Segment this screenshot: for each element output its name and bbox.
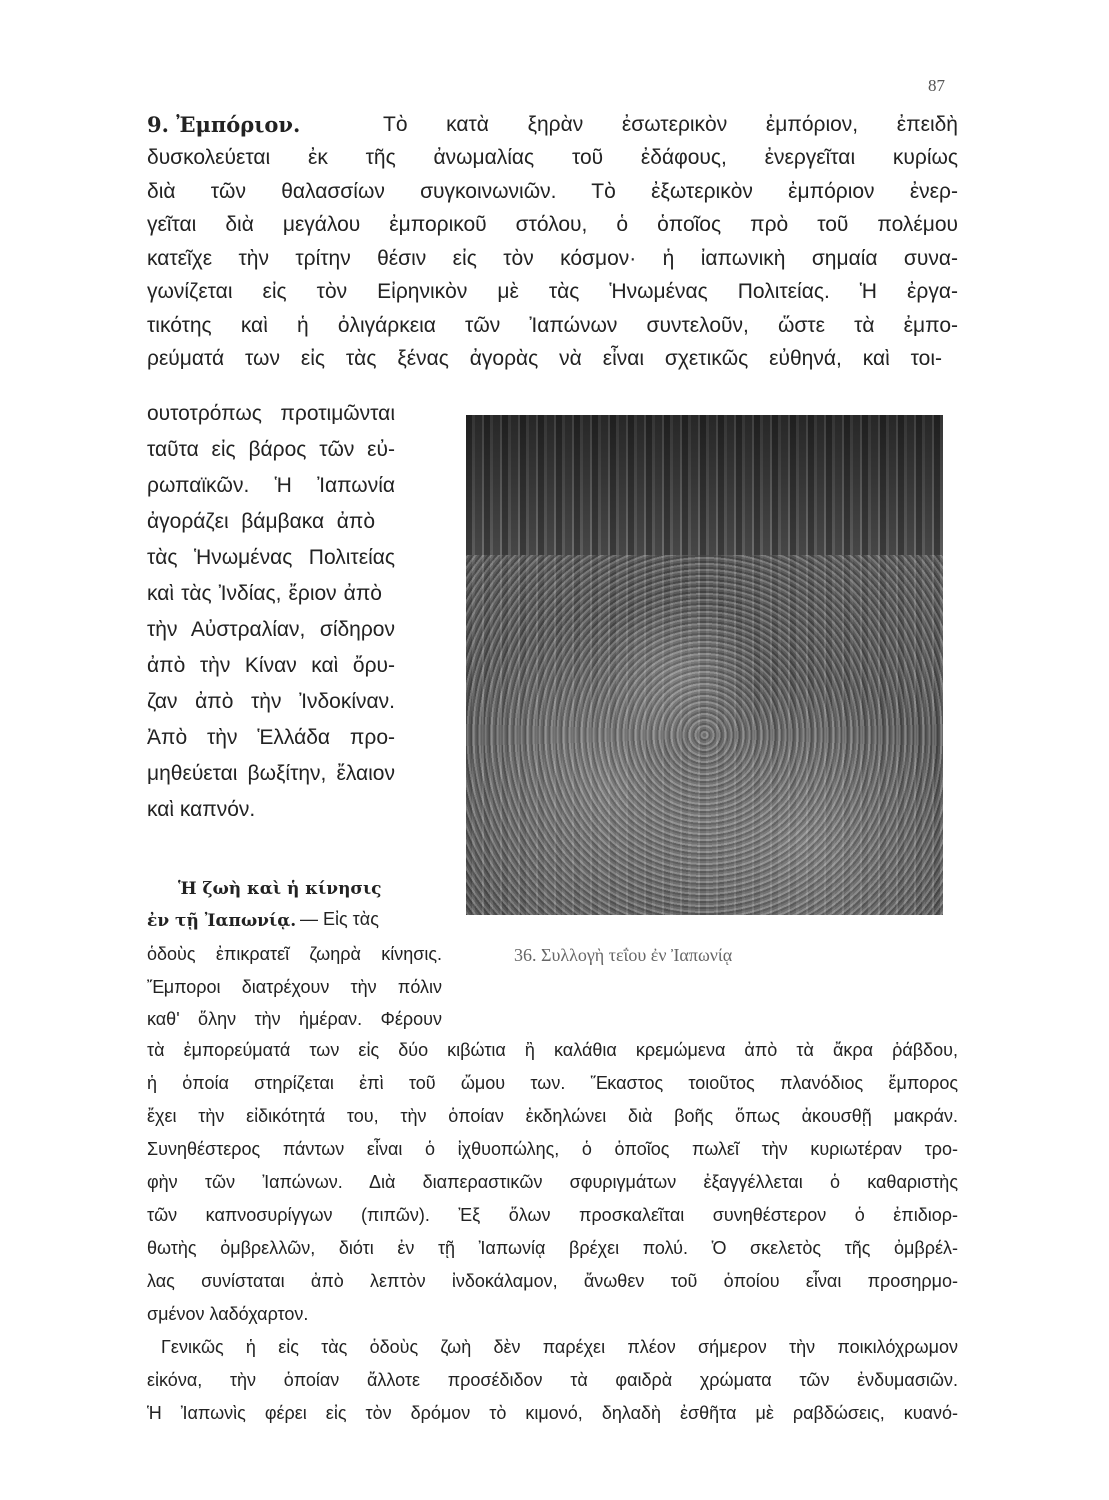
text-line: Συνηθέστερος πάντων εἶναι ὁ ἰχθυοπώλης, ὁ ὁποῖος πωλεῖ τὴν κυριωτέραν τρο- (147, 1139, 958, 1159)
text-line: ουτοτρόπως προτιμῶνται (147, 402, 395, 425)
text-line: τικότης καὶ ἡ ὀλιγάρκεια τῶν Ἰαπώνων συντελοῦν, ὥστε τὰ ἐμπο- (147, 314, 958, 337)
section-heading: 9. Ἐμπόριον. (147, 112, 301, 137)
text-line: καθ' ὅλην τὴν ἡμέραν. Φέρουν (147, 1009, 442, 1029)
text-line: ἔχει τὴν εἰδικότητά του, τὴν ὁποίαν ἐκδηλώνει διὰ βοῆς ὅπως ἀκουσθῇ μακράν. (147, 1106, 958, 1126)
text-line: ἀπὸ τὴν Κίναν καὶ ὄρυ- (147, 654, 395, 677)
text-line: φὴν τῶν Ἰαπώνων. Διὰ διαπεραστικῶν σφυριγμάτων ἐξαγγέλλεται ὁ καθαριστὴς (147, 1172, 958, 1192)
text-line: τὰς Ἡνωμένας Πολιτείας (147, 546, 395, 569)
text-line: διὰ τῶν θαλασσίων συγκοινωνιῶν. Τὸ ἐξωτερικὸν ἐμπόριον ἐνερ- (147, 180, 958, 203)
photo-tea-bushes (466, 555, 943, 915)
text-line: ἀγοράζει βάμβακα ἀπὸ (147, 510, 375, 533)
subsection-heading: ἐν τῇ Ἰαπωνίᾳ. (147, 911, 297, 931)
text-line: ἡ ὁποία στηρίζεται ἐπὶ τοῦ ὤμου των. Ἕκαστος τοιοῦτος πλανόδιος ἔμπορος (147, 1073, 958, 1093)
text-line: ταῦτα εἰς βάρος τῶν εὐ- (147, 438, 395, 461)
subsection-heading: Ἡ ζωὴ καὶ ἡ κίνησις (178, 879, 382, 899)
text-line: σμένον λαδόχαρτον. (147, 1304, 309, 1324)
text-line: ὁδοὺς ἐπικρατεῖ ζωηρὰ κίνησις. (147, 944, 442, 964)
text-line: Γενικῶς ἡ εἰς τὰς ὁδοὺς ζωὴ δὲν παρέχει πλέον σήμερον τὴν ποικιλόχρωμον (161, 1337, 958, 1357)
text-line: ζαν ἀπὸ τὴν Ἰνδοκίναν. (147, 690, 395, 713)
text-line: θωτὴς ὀμβρελλῶν, διότι ἐν τῇ Ἰαπωνίᾳ βρέχει πολύ. Ὁ σκελετὸς τῆς ὀμβρέλ- (147, 1238, 958, 1258)
text-line: τὴν Αὐστραλίαν, σίδηρον (147, 618, 395, 641)
text-line: τῶν καπνοσυρίγγων (πιπῶν). Ἐξ ὅλων προσκαλεῖται συνηθέστερον ὁ ἐπιδιορ- (147, 1205, 958, 1225)
text-line: τὰ ἐμπορεύματά των εἰς δύο κιβώτια ἢ καλάθια κρεμώμενα ἀπὸ τὰ ἄκρα ῥάβδου, (147, 1040, 958, 1060)
page-number: 87 (928, 76, 945, 95)
text-line: Ἔμποροι διατρέχουν τὴν πόλιν (147, 977, 442, 997)
text-line: λας συνίσταται ἀπὸ λεπτὸν ἰνδοκάλαμον, ἄνωθεν τοῦ ὁποίου εἶναι προσηρμο- (147, 1271, 958, 1291)
figure-caption: 36. Συλλογὴ τεΐου ἐν Ἰαπωνίᾳ (514, 945, 733, 965)
text-line: μηθεύεται βωξίτην, ἔλαιον (147, 762, 395, 785)
text-line: καὶ τὰς Ἰνδίας, ἔριον ἀπὸ (147, 582, 382, 605)
tea-harvest-photo (466, 415, 943, 915)
text-line: γωνίζεται εἰς τὸν Εἰρηνικὸν μὲ τὰς Ἡνωμένας Πολιτείας. Ἡ ἐργα- (147, 280, 958, 303)
text-line: ρεύματά των εἰς τὰς ξένας ἀγορὰς νὰ εἶναι σχετικῶς εὐθηνά, καὶ τοι- (147, 347, 942, 370)
text-line: γεῖται διὰ μεγάλου ἐμπορικοῦ στόλου, ὁ ὁποῖος πρὸ τοῦ πολέμου (147, 213, 958, 236)
text-line: — Εἰς τὰς (300, 909, 379, 929)
text-line: Τὸ κατὰ ξηρὰν ἐσωτερικὸν ἐμπόριον, ἐπειδὴ (383, 113, 958, 136)
text-line: δυσκολεύεται ἐκ τῆς ἀνωμαλίας τοῦ ἐδάφους, ἐνεργεῖται κυρίως (147, 146, 958, 169)
text-line: εἰκόνα, τὴν ὁποίαν ἄλλοτε προσέδιδον τὰ φαιδρὰ χρώματα τῶν ἐνδυμασιῶν. (147, 1370, 958, 1390)
text-line: Ἡ Ἰαπωνὶς φέρει εἰς τὸν δρόμον τὸ κιμονό, δηλαδὴ ἐσθῆτα μὲ ραβδώσεις, κυανό- (147, 1403, 958, 1423)
text-line: ρωπαϊκῶν. Ἡ Ἰαπωνία (147, 474, 395, 497)
text-line: κατεῖχε τὴν τρίτην θέσιν εἰς τὸν κόσμον· ἡ ἰαπωνικὴ σημαία συνα- (147, 247, 958, 270)
text-line: Ἀπὸ τὴν Ἑλλάδα προ- (147, 726, 395, 749)
text-line: καὶ καπνόν. (147, 798, 256, 821)
photo-trees (466, 415, 943, 555)
